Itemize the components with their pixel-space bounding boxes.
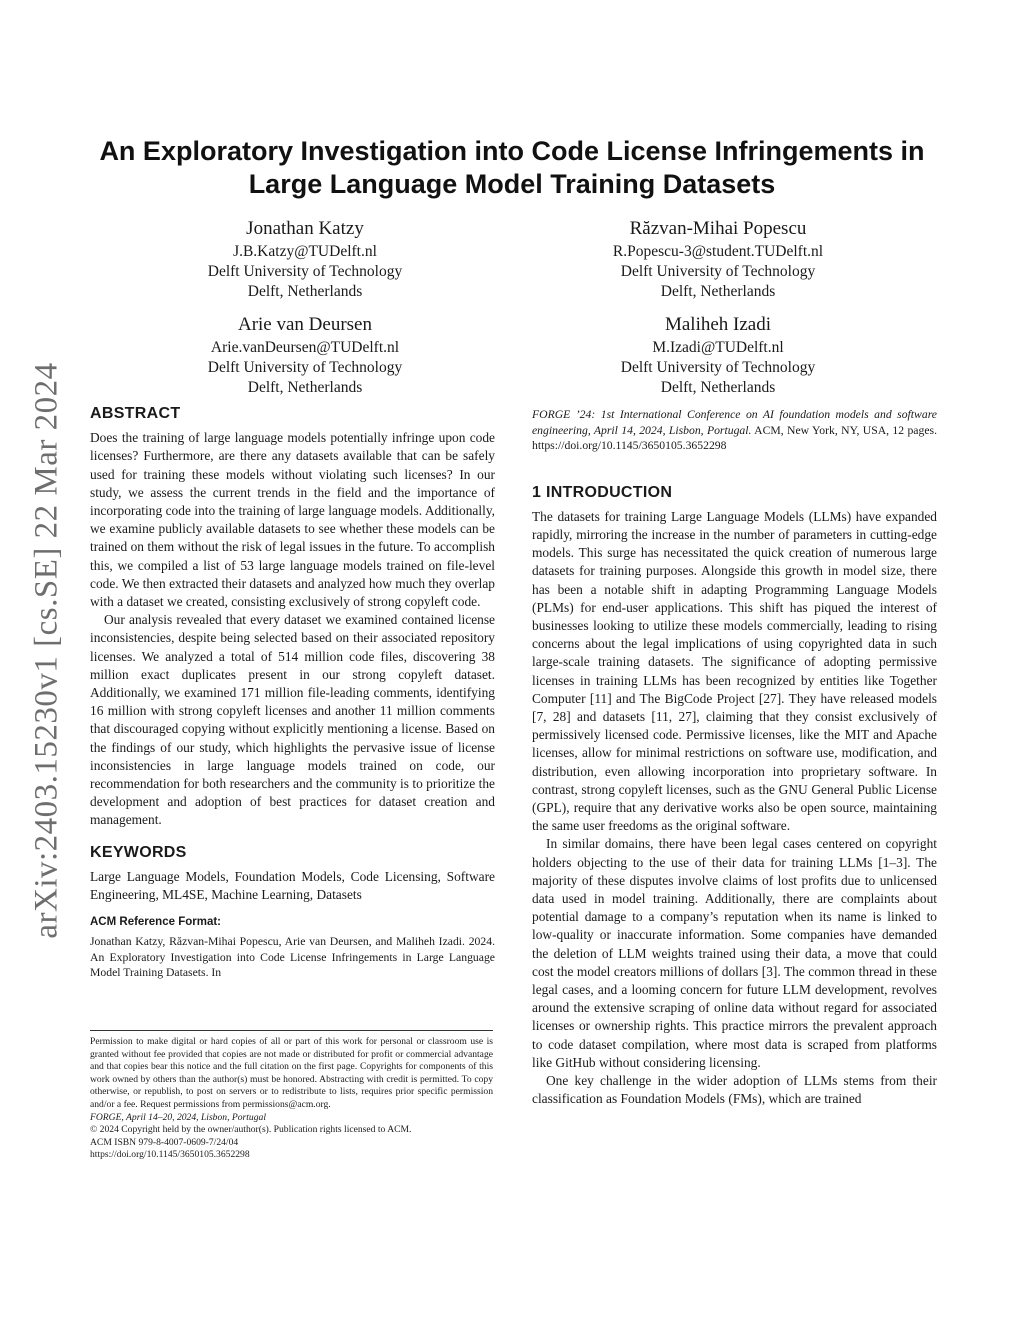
acm-reference-heading: ACM Reference Format: [90, 916, 221, 929]
author-location: Delft, Netherlands [660, 379, 776, 396]
author-affiliation: Delft University of Technology [207, 263, 403, 280]
footnote-divider [90, 1030, 493, 1031]
author-email: Arie.vanDeursen@TUDelft.nl [210, 339, 400, 356]
abstract-paragraph-1: Does the training of large language models potentially infringe upon code licenses? Furthermore, are there any datasets available that can be safely used for training these models without violating such licenses? In our study, we assess the current trends in the field and the importance of incorporating code into the training of large language models. Additionally, we examine publicly available datasets to see whether these models can be trained on them without the risk of legal issues in the future. To accomplish this, we compiled a list of 53 large language models trained on file-level code. We then extracted their datasets and analyzed how much they overlap with a dataset we created, consisting exclusively of strong copyleft code. [90, 430, 495, 610]
author-name: Maliheh Izadi [664, 314, 772, 335]
acm-reference-text-part-1 [90, 934, 495, 981]
author-location: Delft, Netherlands [660, 283, 776, 300]
author-location: Delft, Netherlands [247, 379, 363, 396]
acm-reference-text-part-2 [532, 407, 937, 454]
arxiv-identifier [26, 350, 68, 950]
arxiv-identifier-text: arXiv:2403.15230v1 [cs.SE] 22 Mar 2024 [28, 361, 65, 939]
introduction-paragraph-2: In similar domains, there have been legal cases centered on copyright holders objecting to the use of their data for training LLMs [1–3]. The majority of these disputes involve claims of lost profits due to unlicensed data used in model training. Additionally, there are complaints about potential damage to a company’s reputation when its name is linked to low-quality or inaccurate information. Some companies have demanded the deletion of LLM weights trained using their data, a move that could cost the model creators millions of dollars [3]. The common thread in these legal cases, and a looming concern for future LLM development, revolves around the extensive scraping of online data without regard for associated licenses or ownership rights. This practice mirrors the prevalent approach to code dataset compilation, where most data is scraped from platforms like GitHub without considering licensing. [532, 836, 937, 1070]
permission-text: Permission to make digital or hard copies of all or part of this work for personal or classroom use is granted without fee provided that copies are not made or distributed for profit or commercial advantage and that copies bear this notice and the full citation on the first page. Copyrights for components of this work owned by others than the author(s) must be honored. Abstracting with credit is permitted. To copy otherwise, or republish, to post on servers or to redistribute to lists, requires prior specific permission and/or a fee. Request permissions from permissions@acm.org. [90, 1036, 493, 1110]
title-line-1: An Exploratory Investigation into Code License Infringements in [99, 136, 925, 166]
author-email: M.Izadi@TUDelft.nl [652, 339, 784, 356]
paper-title [80, 135, 944, 201]
author-email: J.B.Katzy@TUDelft.nl [233, 243, 377, 260]
author-block-3 [155, 312, 455, 398]
author-affiliation: Delft University of Technology [620, 263, 816, 280]
abstract-heading: ABSTRACT [90, 405, 181, 422]
author-affiliation: Delft University of Technology [620, 359, 816, 376]
author-name: Răzvan-Mihai Popescu [629, 218, 807, 239]
introduction-paragraph-3: One key challenge in the wider adoption of LLMs stems from their classification as Foundation Models (FMs), which are trained [532, 1073, 937, 1107]
acm-reference-authors-title: Jonathan Katzy, Răzvan-Mihai Popescu, Arie van Deursen, and Maliheh Izadi. 2024. An Exploratory Investigation into Code License Infringements in Large Language Model Training Datasets. In [90, 935, 495, 980]
abstract-paragraph-2: Our analysis revealed that every dataset we examined contained license inconsistencies, despite being selected based on their associated repository licenses. We analyzed a total of 514 million code files, discovering 38 million exact duplicates present in our strong copyleft dataset. Additionally, we examined 171 million file-leading comments, identifying 16 million with strong copyleft licenses and another 11 million comments that discouraged copying without explicitly mentioning a license. Based on the findings of our study, which highlights the pervasive issue of license inconsistencies in large language models trained on code, our recommendation for both researchers and the community is to prioritize the development and adoption of best practices for dataset creation and management. [90, 612, 495, 828]
author-block-4 [568, 312, 868, 398]
copyright-line: © 2024 Copyright held by the owner/author(s). Publication rights licensed to ACM. [90, 1124, 412, 1136]
author-location: Delft, Netherlands [247, 283, 363, 300]
isbn-line: ACM ISBN 979-8-4007-0609-7/24/04 [90, 1136, 239, 1148]
author-name: Jonathan Katzy [246, 218, 364, 239]
author-email: R.Popescu-3@student.TUDelft.nl [612, 243, 824, 260]
introduction-heading: 1 INTRODUCTION [532, 483, 673, 501]
author-block-2 [568, 216, 868, 302]
introduction-paragraph-1: The datasets for training Large Language Models (LLMs) have expanded rapidly, mirroring the increase in the number of parameters in cutting-edge models. This surge has necessitated the quick creation of numerous large datasets for training purposes. Alongside this growth in model size, there has been a notable shift in adapting Programming Language Models (PLMs) for end-user applications. This shift has piqued the interest of businesses looking to utilize these models commercially, leading to rising concerns about the legal implications of using copyrighted data in such large-scale training datasets. The significance of adopting permissive licenses in training LLMs has been recognized by entities like Together Computer [11] and The BigCode Project [27]. They have released models [7, 28] and datasets [11, 27], claiming that they consist exclusively of permissively licensed code. Permissive licenses, like the MIT and Apache licenses, allow for minimal restrictions on software use, modification, and distribution, even allowing incorporation into proprietary software. In contrast, strong copyleft licenses, such as the GNU General Public License (GPL), require that any derivative works also be open source, maintaining the same user freedoms as the original software. [532, 508, 937, 834]
title-line-2: Large Language Model Training Datasets [248, 169, 776, 199]
author-affiliation: Delft University of Technology [207, 359, 403, 376]
keywords-text: Large Language Models, Foundation Models, Code Licensing, Software Engineering, ML4SE, Machine Learning, Datasets [90, 868, 495, 903]
conference-line: FORGE, April 14–20, 2024, Lisbon, Portugal [90, 1111, 266, 1123]
permission-notice [90, 1036, 493, 1162]
acm-reference-venue: FORGE ’24: 1st International Conference on AI foundation models and software engineering, April 14, 2024, Lisbon, Portugal. [532, 408, 937, 437]
author-block-1 [155, 216, 455, 302]
acm-reference-publisher: ACM, New York, NY, USA, 12 pages. https://doi.org/10.1145/3650105.3652298 [532, 423, 937, 452]
keywords-heading: KEYWORDS [90, 843, 187, 861]
doi-link[interactable]: https://doi.org/10.1145/3650105.3652298 [90, 1149, 250, 1161]
author-name: Arie van Deursen [237, 314, 372, 335]
left-column [90, 405, 495, 981]
right-column [532, 407, 937, 1108]
